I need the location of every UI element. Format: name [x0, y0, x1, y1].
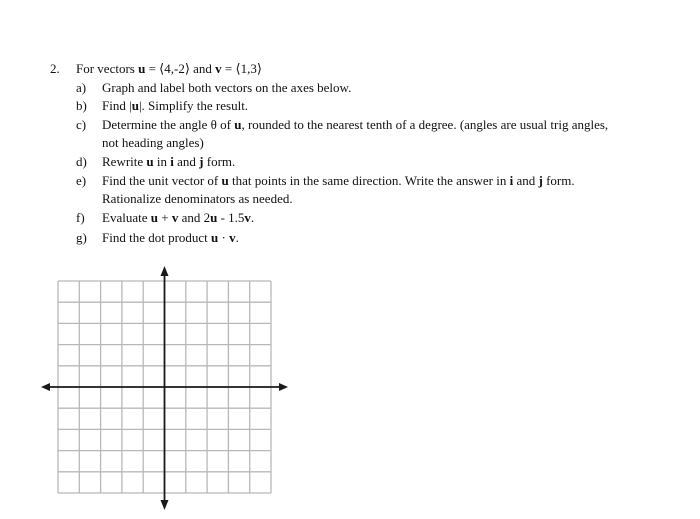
intro-text: For vectors u = ⟨4,-2⟩ and v = ⟨1,3⟩ — [76, 61, 262, 76]
part-f-text: Evaluate u + v and 2u - 1.5v. — [102, 210, 255, 225]
part-g-text: Find the dot product u · v. — [102, 230, 239, 245]
part-a-label: a) — [76, 80, 87, 95]
y-axis-down-arrow-icon — [161, 500, 169, 510]
x-axis-right-arrow-icon — [279, 383, 288, 391]
part-c-text: Determine the angle θ of u, rounded to the nearest tenth of a degree. (angles are usual trig angles, — [102, 117, 609, 132]
part-d-text: Rewrite u in i and j form. — [102, 154, 236, 169]
part-b-label: b) — [76, 98, 87, 113]
problem-number: 2. — [50, 61, 60, 76]
part-e-text-line2: Rationalize denominators as needed. — [102, 191, 293, 206]
part-c-text-line2: not heading angles) — [102, 135, 204, 150]
part-e-text: Find the unit vector of u that points in the same direction. Write the answer in i and j form. — [102, 173, 575, 188]
y-axis-up-arrow-icon — [161, 266, 169, 276]
part-f-label: f) — [76, 210, 85, 225]
part-a-text: Graph and label both vectors on the axes below. — [102, 80, 352, 95]
part-d-label: d) — [76, 154, 87, 169]
part-b-text: Find |u|. Simplify the result. — [102, 98, 249, 113]
part-g-label: g) — [76, 230, 87, 245]
part-c-label: c) — [76, 117, 87, 132]
x-axis-left-arrow-icon — [41, 383, 50, 391]
part-e-label: e) — [76, 173, 87, 188]
